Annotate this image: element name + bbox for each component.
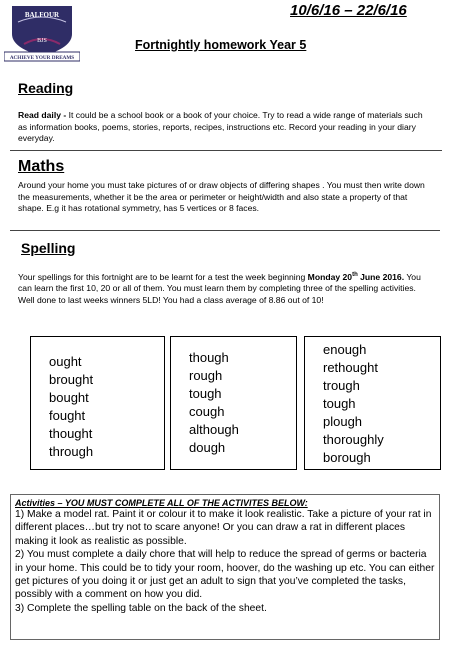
- spelling-word-list: [189, 349, 296, 457]
- spelling-word: tough: [189, 386, 222, 401]
- spelling-word: plough: [323, 414, 363, 429]
- spelling-word: tough: [323, 396, 356, 411]
- test-date: [308, 272, 404, 282]
- spelling-word: trough: [323, 378, 360, 393]
- reading-label: Read daily -: [18, 110, 69, 120]
- divider: [10, 230, 440, 231]
- spelling-word: rough: [189, 368, 223, 383]
- maths-heading: Maths: [18, 158, 65, 175]
- spelling-intro: [18, 270, 436, 307]
- spelling-word-list: [323, 341, 440, 467]
- spelling-words-box-1: [30, 336, 165, 470]
- spelling-intro-text: Your spellings for this fortnight are to be learnt for a test the week beginning: [18, 271, 308, 282]
- spelling-word: ought: [49, 354, 82, 369]
- school-crest-logo: [4, 4, 80, 62]
- spelling-word-list: [49, 353, 164, 461]
- spelling-heading: Spelling: [21, 240, 76, 256]
- page-title: Fortnightly homework Year 5: [135, 38, 307, 52]
- activity-list: [15, 508, 435, 615]
- spelling-words-box-3: [304, 336, 441, 470]
- svg-text:BALFOUR: BALFOUR: [24, 11, 60, 19]
- activities-box: [10, 494, 440, 640]
- spelling-word: through: [49, 444, 94, 459]
- reading-body: It could be a school book or a book of your choice. Try to read a wide range of materials such as information books, poems, stories, reports, recipes, instructions etc. Record your reading in your diary everyday.: [18, 110, 423, 144]
- activities-heading: Activities – YOU MUST COMPLETE ALL OF THE ACTIVITES BELOW:: [15, 498, 308, 508]
- spelling-word: rethought: [323, 360, 378, 375]
- spelling-instructions: You can learn the first 10, 20 or all of them. You must learn them by completing three of the spelling activities.: [18, 271, 421, 294]
- activity-item: 3) Complete the spelling table on the back of the sheet.: [15, 602, 267, 614]
- spelling-word: bought: [49, 390, 89, 405]
- maths-text: Around your home you must take pictures of or draw objects of differing shapes . You must then write down the measurements, whether it be the area or perimeter or height/width and also state a property of that shape. E.g it has rotational symmetry, has 5 vertices or 8 faces.: [18, 180, 425, 214]
- test-day: Monday 20: [307, 271, 353, 282]
- spelling-word: fought: [49, 408, 86, 423]
- spelling-word: although: [189, 422, 239, 437]
- spelling-word: enough: [323, 342, 367, 357]
- date-range: 10/6/16 – 22/6/16: [290, 2, 407, 19]
- svg-text:ACHIEVE YOUR DREAMS: ACHIEVE YOUR DREAMS: [9, 55, 75, 61]
- svg-text:BJS: BJS: [37, 38, 47, 44]
- activity-item: 1) Make a model rat. Paint it or colour it to make it look realistic. Take a picture of your rat in different places…but try not to scare anyone! Or you can draw a rat in different places making it look as realistic as possible.: [15, 509, 432, 547]
- reading-text: [18, 110, 434, 145]
- spelling-word: thought: [49, 426, 93, 441]
- spelling-word: brought: [49, 372, 94, 387]
- crest-shield-icon: [4, 4, 80, 62]
- test-day-suffix: th: [352, 272, 358, 278]
- divider: [10, 150, 442, 151]
- well-done-message: Well done to last weeks winners 5LD! You had a class average of 8.86 out of 10!: [18, 295, 324, 306]
- spelling-word: thoroughly: [323, 432, 384, 447]
- spelling-word: though: [189, 350, 229, 365]
- spelling-word: cough: [189, 404, 225, 419]
- reading-heading: Reading: [18, 80, 74, 96]
- spelling-word: borough: [323, 450, 371, 465]
- activity-item: 2) You must complete a daily chore that will help to reduce the spread of germs or bacteria in your home. This could be to tidy your room, hoover, do the washing up etc. You can either get pictures of you doing it or just get an adult to sign that you’ve completed the tasks, possibly with a comment on how you did.: [15, 549, 435, 601]
- test-month: June 2016.: [357, 271, 405, 282]
- spelling-words-box-2: [170, 336, 297, 470]
- spelling-word: dough: [189, 440, 226, 455]
